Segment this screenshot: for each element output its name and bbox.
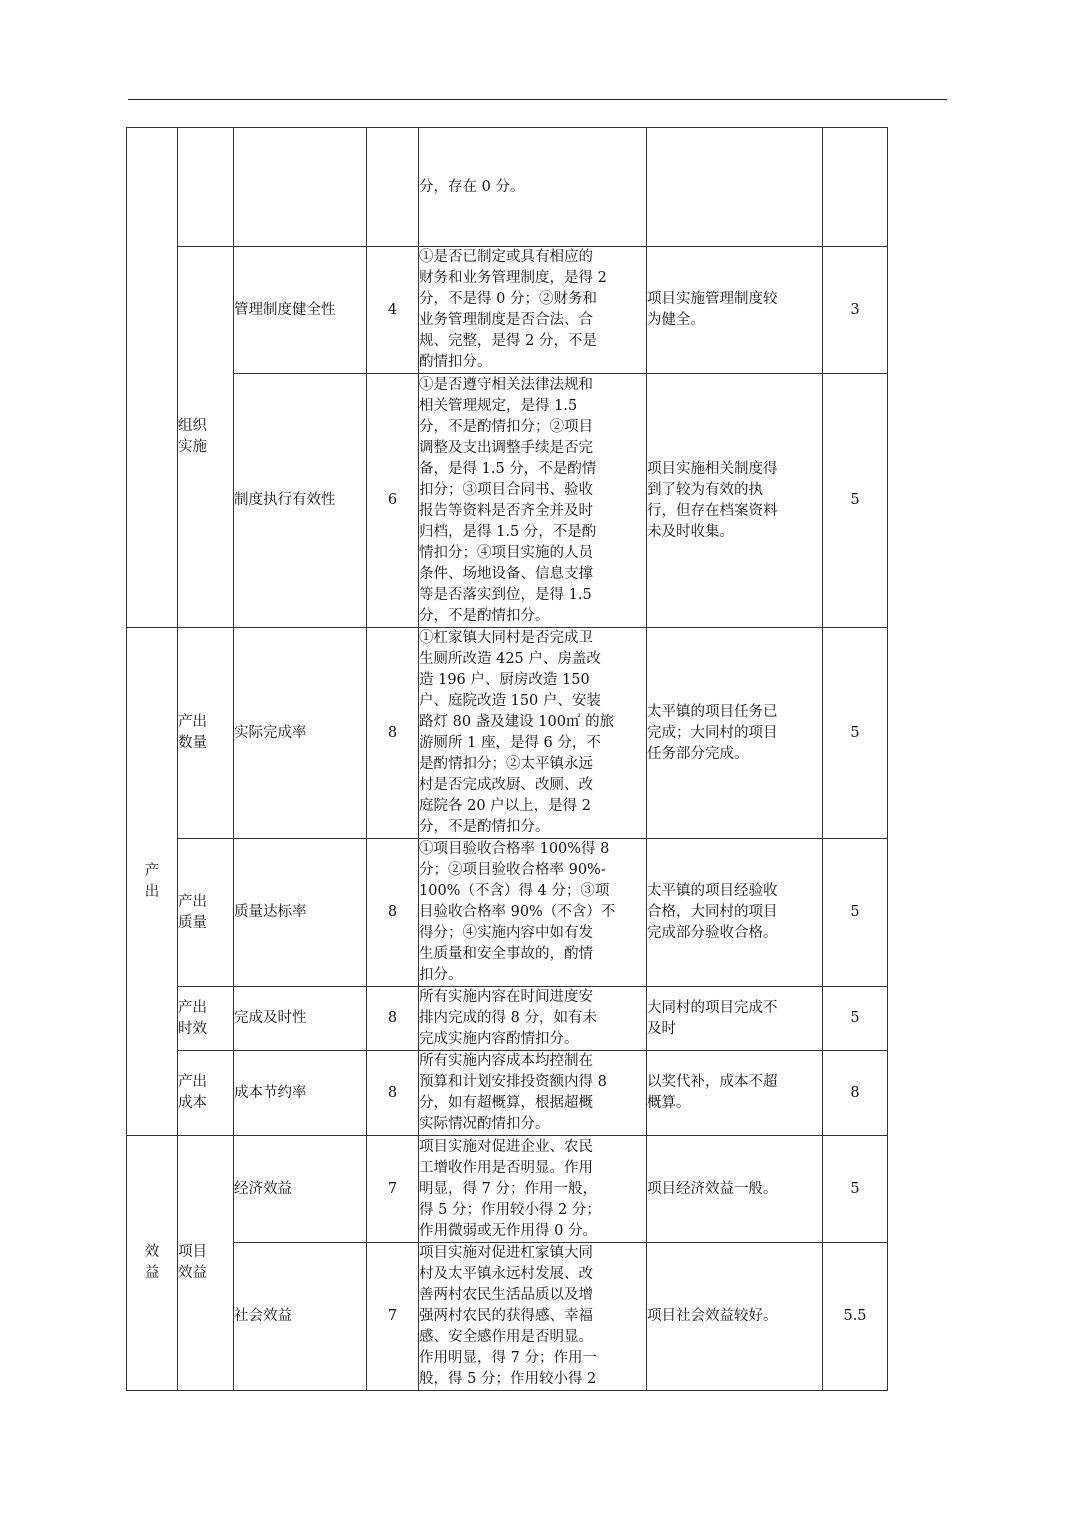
weight-cell: 6 <box>367 374 419 628</box>
weight-cell: 7 <box>367 1243 419 1391</box>
table-row <box>127 1243 888 1391</box>
finding-cell: 项目实施相关制度得 到了较为有效的执 行，但存在档案资料 未及时收集。 <box>647 374 823 628</box>
table-row <box>127 128 888 247</box>
standard-cell: 所有实施内容在时间进度安 排内完成的得 8 分，如有未 完成实施内容酌情扣分。 <box>419 987 647 1051</box>
level2-cell: 产出 质量 <box>178 839 234 987</box>
score-cell: 5 <box>823 1136 888 1243</box>
score-cell: 3 <box>823 247 888 374</box>
standard-cell: ①是否已制定或具有相应的 财务和业务管理制度，是得 2 分，不是得 0 分；②财务和 业务管理制度是否合法、合 规、完整，是得 2 分，不是 酌情扣分。 <box>419 247 647 374</box>
weight-cell: 8 <box>367 839 419 987</box>
indicator-cell: 社会效益 <box>234 1243 367 1391</box>
standard-cell: 项目实施对促进企业、农民 工增收作用是否明显。作用 明显，得 7 分；作用一般， 得 5 分；作用较小得 2 分； 作用微弱或无作用得 0 分。 <box>419 1136 647 1243</box>
table-row <box>127 987 888 1051</box>
header-rule <box>128 99 947 100</box>
indicator-cell <box>234 128 367 247</box>
indicator-cell: 质量达标率 <box>234 839 367 987</box>
indicator-cell: 完成及时性 <box>234 987 367 1051</box>
standard-cell: ①是否遵守相关法律法规和 相关管理规定，是得 1.5 分，不是酌情扣分；②项目 调整及支出调整手续是否完 备，是得 1.5 分，不是酌情 扣分；③项目合同书、验收 报告等资料是否齐全并及时 归档，是得 1.5 分，不是酌 情扣分；④项目实施的人员 条件、场地设备、信息支撑 等是否落实到位，是得 1.5 分，不是酌情扣分。 <box>419 374 647 628</box>
score-cell: 5.5 <box>823 1243 888 1391</box>
performance-evaluation-table <box>126 127 888 1391</box>
weight-cell: 7 <box>367 1136 419 1243</box>
level2-cell: 产出 数量 <box>178 628 234 839</box>
weight-cell: 8 <box>367 1051 419 1136</box>
weight-cell: 8 <box>367 628 419 839</box>
standard-cell: 分，存在 0 分。 <box>419 128 647 247</box>
standard-cell: 所有实施内容成本均控制在 预算和计划安排投资额内得 8 分，如有超概算，根据超概 实际情况酌情扣分。 <box>419 1051 647 1136</box>
finding-cell: 太平镇的项目任务已 完成；大同村的项目 任务部分完成。 <box>647 628 823 839</box>
level2-cell: 产出 成本 <box>178 1051 234 1136</box>
level1-cell: 效 益 <box>127 1136 178 1391</box>
level2-cell <box>178 128 234 247</box>
indicator-cell: 经济效益 <box>234 1136 367 1243</box>
table-row <box>127 247 888 374</box>
level1-cell: 产 出 <box>127 628 178 1136</box>
score-cell <box>823 128 888 247</box>
indicator-cell: 管理制度健全性 <box>234 247 367 374</box>
score-cell: 5 <box>823 987 888 1051</box>
score-cell: 5 <box>823 839 888 987</box>
table-row <box>127 628 888 839</box>
weight-cell: 4 <box>367 247 419 374</box>
standard-cell: ①项目验收合格率 100%得 8 分；②项目验收合格率 90%- 100%（不含）得 4 分；③项 目验收合格率 90%（不含）不 得分；④实施内容中如有发 生质量和安全事故的，酌情 扣分。 <box>419 839 647 987</box>
score-cell: 5 <box>823 374 888 628</box>
finding-cell: 以奖代补，成本不超 概算。 <box>647 1051 823 1136</box>
finding-cell: 大同村的项目完成不 及时 <box>647 987 823 1051</box>
finding-cell: 项目实施管理制度较 为健全。 <box>647 247 823 374</box>
level1-cell <box>127 128 178 628</box>
finding-cell: 项目社会效益较好。 <box>647 1243 823 1391</box>
indicator-cell: 制度执行有效性 <box>234 374 367 628</box>
indicator-cell: 实际完成率 <box>234 628 367 839</box>
score-cell: 5 <box>823 628 888 839</box>
finding-cell <box>647 128 823 247</box>
standard-cell: ①杠家镇大同村是否完成卫 生厕所改造 425 户、房盖改 造 196 户、厨房改造 150 户、庭院改造 150 户、安装 路灯 80 盏及建设 100㎡ 的旅 游厕所 1 座，是得 6 分，不 是酌情扣分；②太平镇永远 村是否完成改厨、改厕、改 庭院各 20 户以上，是得 2 分，不是酌情扣分。 <box>419 628 647 839</box>
indicator-cell: 成本节约率 <box>234 1051 367 1136</box>
table-row <box>127 1051 888 1136</box>
table-row <box>127 839 888 987</box>
table-row <box>127 374 888 628</box>
weight-cell: 8 <box>367 987 419 1051</box>
table-row <box>127 1136 888 1243</box>
finding-cell: 项目经济效益一般。 <box>647 1136 823 1243</box>
standard-cell: 项目实施对促进杠家镇大同 村及太平镇永远村发展、改 善两村农民生活品质以及增 强两村农民的获得感、幸福 感、安全感作用是否明显。 作用明显，得 7 分；作用一 般，得 5 分；作用较小得 2 <box>419 1243 647 1391</box>
level2-cell: 项目 效益 <box>178 1136 234 1391</box>
finding-cell: 太平镇的项目经验收 合格，大同村的项目 完成部分验收合格。 <box>647 839 823 987</box>
level2-cell: 组织 实施 <box>178 247 234 628</box>
level2-cell: 产出 时效 <box>178 987 234 1051</box>
weight-cell <box>367 128 419 247</box>
score-cell: 8 <box>823 1051 888 1136</box>
